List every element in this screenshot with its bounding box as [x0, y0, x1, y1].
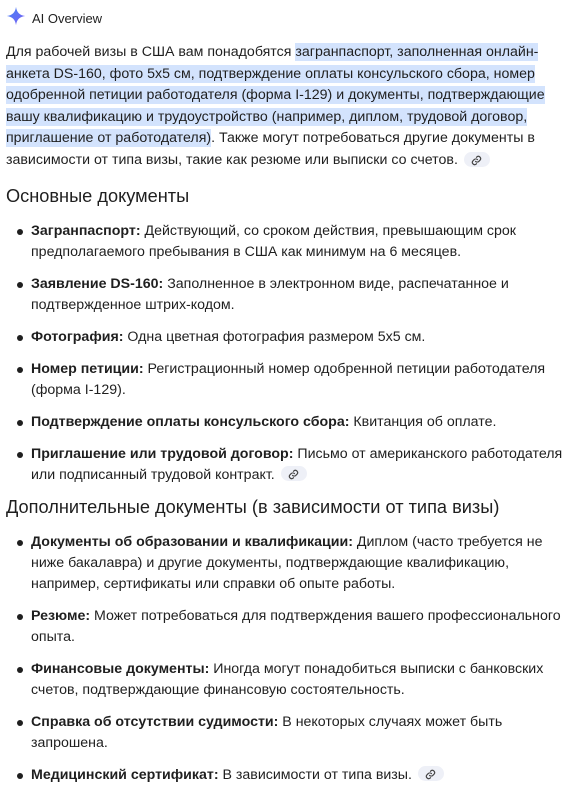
item-term: Резюме:: [31, 607, 91, 624]
source-link-button[interactable]: [281, 466, 307, 481]
item-text: Действующий, со сроком действия, превышающим срок предполагаемого пребывания в США как минимум на 6 месяцев.: [31, 222, 516, 260]
item-term: Документы об образовании и квалификации:: [31, 533, 353, 550]
list-item: [6, 444, 567, 486]
item-text: Диплом (часто требуется не ниже бакалавра) и другие документы, подтверждающие квалификацию, например, сертификаты или справки об опыте работы.: [31, 533, 543, 592]
item-term: Загранпаспорт:: [31, 222, 141, 239]
sparkle-icon: [6, 6, 32, 31]
section-heading-main: Основные документы: [6, 185, 190, 206]
item-term: Приглашение или трудовой договор:: [31, 445, 294, 462]
bullet: [17, 720, 23, 726]
intro-paragraph: [6, 42, 567, 172]
list-item: [6, 359, 567, 401]
item-term: Медицинский сертификат:: [31, 766, 219, 783]
item-term: Номер петиции:: [31, 360, 144, 377]
list-item: [6, 765, 567, 786]
bullet: [17, 667, 23, 673]
item-text: Иногда могут понадобиться выписки с банковских счетов, подтверждающие финансовую состоятельность.: [31, 660, 544, 698]
bullet: [17, 773, 23, 779]
item-text: Может потребоваться для подтверждения вашего профессионального опыта.: [31, 607, 561, 645]
item-term: Фотография:: [31, 328, 124, 345]
item-text: Заполненное в электронном виде, распечатанное и подтвержденное штрих-кодом.: [31, 275, 509, 313]
item-term: Справка об отсутствии судимости:: [31, 713, 279, 730]
list-item: [6, 532, 567, 595]
item-text: Регистрационный номер одобренной петиции работодателя (форма I-129).: [31, 360, 546, 398]
item-text: Квитанция об оплате.: [349, 413, 497, 430]
item-text: Одна цветная фотография размером 5x5 см.: [123, 328, 426, 345]
bullet: [17, 452, 23, 458]
item-term: Подтверждение оплаты консульского сбора:: [31, 413, 350, 430]
main-documents-list: [6, 221, 567, 486]
item-text: Письмо от американского работодателя или подписанный трудовой контракт.: [31, 445, 563, 483]
list-item: [6, 659, 567, 701]
list-item: [6, 274, 567, 316]
item-text: В некоторых случаях может быть запрошена.: [31, 713, 503, 751]
bullet: [17, 540, 23, 546]
intro-highlight: загранпаспорт, заполненная онлайн-анкета DS-160, фото 5x5 см, подтверждение оплаты консульского сбора, номер одобренной петиции работодателя (форма I-129) и документы, подтверждающие вашу квалификацию и трудоустройство (например, диплом, трудовой договор, приглашение от работодателя): [6, 44, 545, 147]
bullet: [17, 420, 23, 426]
additional-documents-list: [6, 532, 567, 786]
source-link-button[interactable]: [418, 766, 444, 781]
source-link-button[interactable]: [464, 152, 490, 167]
section-heading-additional: Дополнительные документы (в зависимости от типа визы): [6, 496, 500, 517]
link-icon: [425, 769, 436, 780]
bullet: [17, 335, 23, 341]
list-item: [6, 606, 567, 648]
bullet: [17, 367, 23, 373]
bullet: [17, 282, 23, 288]
list-item: [6, 712, 567, 754]
list-item: [6, 412, 567, 433]
list-item: [6, 327, 567, 348]
bullet: [17, 229, 23, 235]
item-text: В зависимости от типа визы.: [218, 766, 412, 783]
list-item: [6, 221, 567, 263]
bullet: [17, 614, 23, 620]
intro-tail: . Также могут потребоваться другие документы в зависимости от типа визы, такие как резюме или выписки со счетов.: [6, 130, 535, 168]
item-term: Заявление DS-160:: [31, 275, 164, 292]
link-icon: [288, 469, 299, 480]
ai-overview-title: AI Overview: [32, 10, 103, 26]
item-term: Финансовые документы:: [31, 660, 210, 677]
intro-lead: Для рабочей визы в США вам понадобятся: [6, 44, 296, 60]
ai-overview-header: [6, 8, 567, 28]
link-icon: [471, 155, 482, 166]
